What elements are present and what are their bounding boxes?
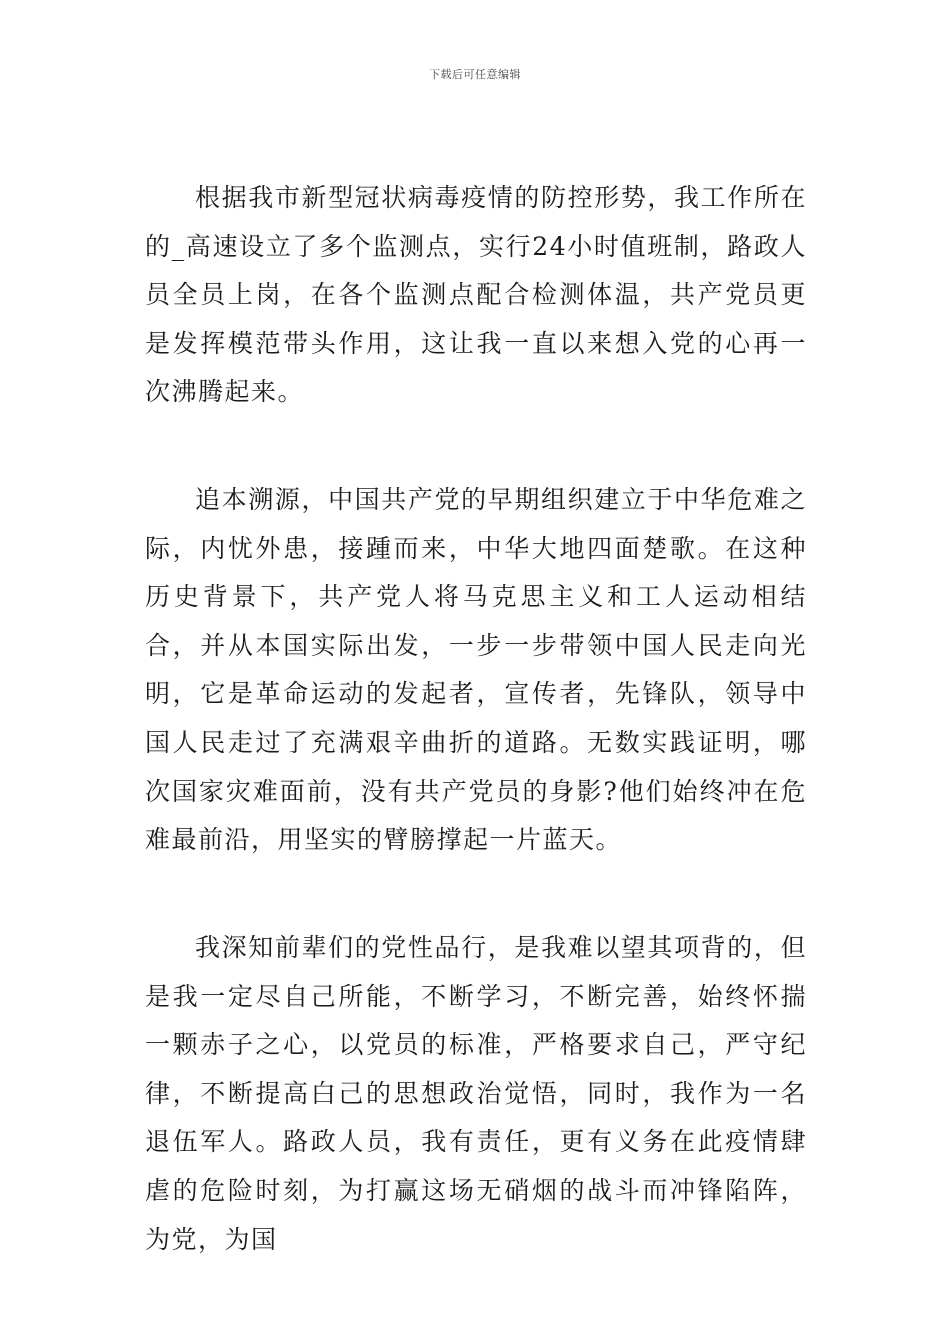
header-note: 下载后可任意编辑 (429, 68, 521, 81)
paragraph-2: 追本溯源，中国共产党的早期组织建立于中华危难之际，内忧外患，接踵而来，中华大地四面楚歌。在这种历史背景下，共产党人将马克思主义和工人运动相结合，并从本国实际出发，一步一步带领中国人民走向光明，它是革命运动的发起者，宣传者，先锋队，领导中国人民走过了充满艰辛曲折的道路。无数实践证明，哪次国家灾难面前，没有共产党员的身影?他们始终冲在危难最前沿，用坚实的臂膀撑起一片蓝天。 (145, 485, 807, 855)
paragraph-3: 我深知前辈们的党性品行，是我难以望其项背的，但是我一定尽自己所能，不断学习，不断完善，始终怀揣一颗赤子之心，以党员的标准，严格要求自己，严守纪律，不断提高白己的思想政治觉悟，同时，我作为一名退伍军人。路政人员，我有责任，更有义务在此疫情肆虐的危险时刻，为打赢这场无硝烟的战斗而冲锋陷阵，为党，为国 (145, 933, 807, 1254)
paragraph-1: 根据我市新型冠状病毒疫情的防控形势，我工作所在的_高速设立了多个监测点，实行24小时值班制，路政人员全员上岗，在各个监测点配合检测体温，共产党员更是发挥模范带头作用，这让我一直以来想入党的心再一次沸腾起来。 (145, 183, 807, 407)
